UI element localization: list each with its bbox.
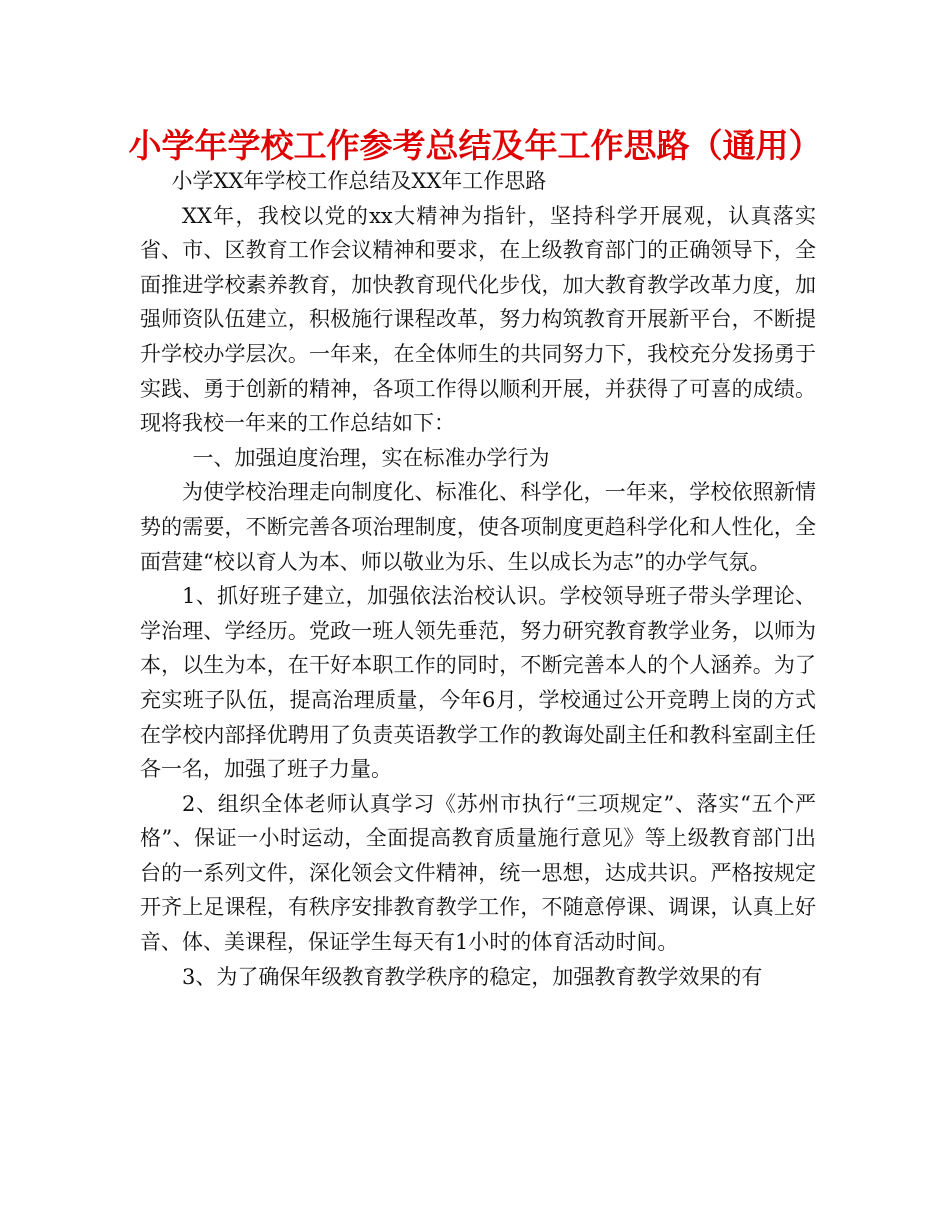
document-body xyxy=(140,164,816,994)
document-title: 小学年学校工作参考总结及年工作思路（通用） xyxy=(128,126,822,165)
item-3-paragraph: 3、为了确保年级教育教学秩序的稳定，加强教育教学效果的有 xyxy=(182,964,763,989)
document-subtitle: 小学XX年学校工作总结及XX年工作思路 xyxy=(171,169,547,193)
section-1-paragraph: 为使学校治理走向制度化、标准化、科学化，一年来，学校依照新情势的需要，不断完善各项治理制度，使各项制度更趋科学化和人性化，全面营建“校以育人为本、师以敬业为乐、生以成长为志”的办学气氛。 xyxy=(140,480,816,574)
item-2-paragraph: 2、组织全体老师认真学习《苏州市执行“三项规定”、落实“五个严格”、保证一小时运动，全面提高教育质量施行意见》等上级教育部门出台的一系列文件，深化领会文件精神，统一思想，达成共识。严格按规定开齐上足课程，有秩序安排教育教学工作，不随意停课、调课，认真上好音、体、美课程，保证学生每天有1小时的体育活动时间。 xyxy=(140,791,816,955)
intro-paragraph: XX年，我校以党的xx大精神为指针，坚持科学开展观，认真落实省、市、区教育工作会议精神和要求，在上级教育部门的正确领导下，全面推进学校素养教育，加快教育现代化步伐，加大教育教学改革力度，加强师资队伍建立，积极施行课程改革，努力构筑教育开展新平台，不断提升学校办学层次。一年来，在全体师生的共同努力下，我校充分发扬勇于实践、勇于创新的精神，各项工作得以顺利开展，并获得了可喜的成绩。现将我校一年来的工作总结如下： xyxy=(140,203,816,436)
item-1-paragraph: 1、抓好班子建立，加强依法治校认识。学校领导班子带头学理论、学治理、学经历。党政一班人领先垂范，努力研究教育教学业务，以师为本，以生为本，在干好本职工作的同时，不断完善本人的个人涵养。为了充实班子队伍，提高治理质量，今年6月，学校通过公开竞聘上岗的方式在学校内部择优聘用了负责英语教学工作的教诲处副主任和教科室副主任各一名，加强了班子力量。 xyxy=(140,584,816,782)
section-heading-1: 一、加强迫度治理，实在标准办学行为 xyxy=(192,445,550,470)
